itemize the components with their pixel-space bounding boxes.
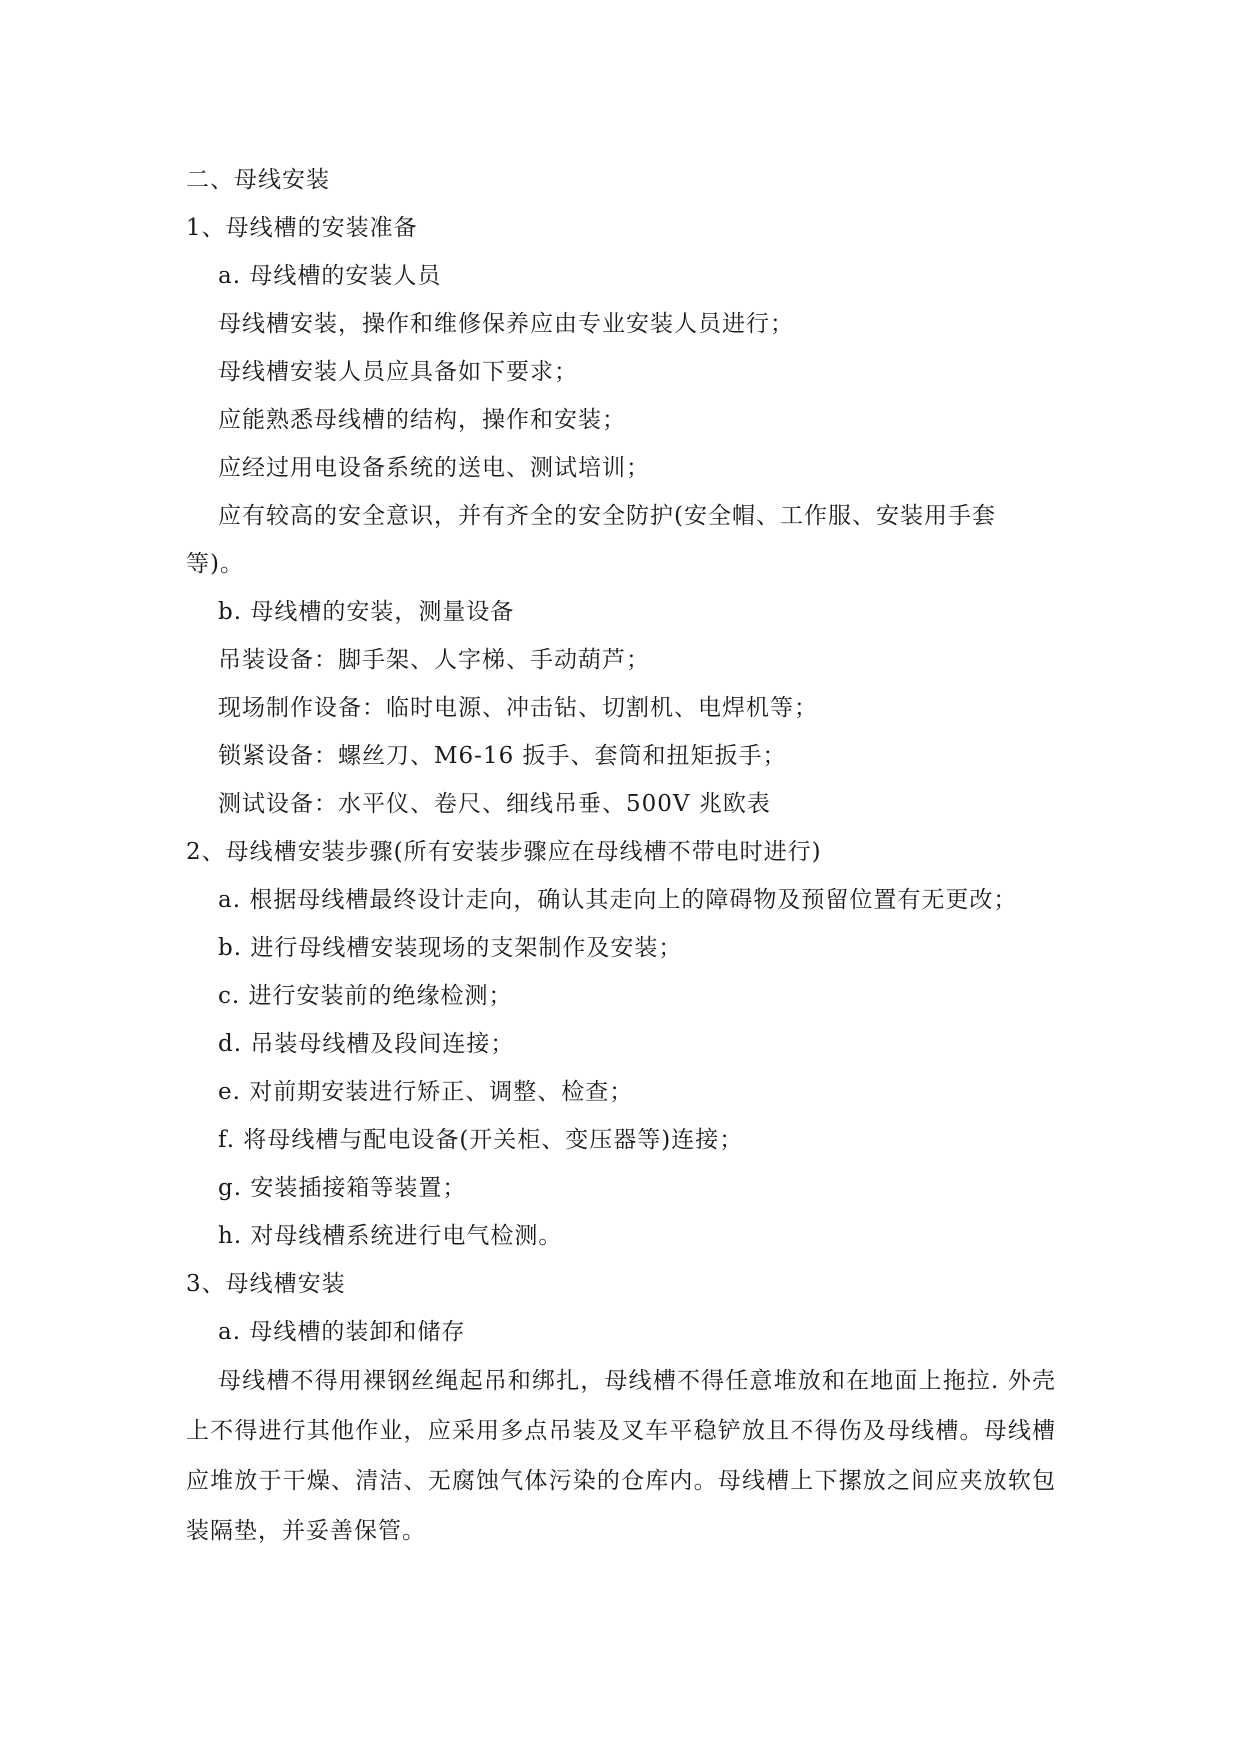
text-line: 测试设备：水平仪、卷尺、细线吊垂、500V 兆欧表 [218, 791, 771, 817]
text-line: 母线槽安装人员应具备如下要求； [218, 359, 578, 385]
text-line-continuation: 等)。 [186, 551, 244, 577]
item-heading: b. 母线槽的安装，测量设备 [218, 599, 515, 625]
text-line: 母线槽安装，操作和维修保养应由专业安装人员进行； [218, 311, 794, 337]
step-item: d. 吊装母线槽及段间连接； [218, 1031, 515, 1057]
item-heading: a. 母线槽的装卸和储存 [218, 1319, 466, 1345]
text-line: 应经过用电设备系统的送电、测试培训； [218, 455, 650, 481]
text-line: 锁紧设备：螺丝刀、M6-16 扳手、套筒和扭矩扳手； [218, 743, 787, 769]
document-body [186, 156, 1056, 1556]
text-line: 现场制作设备：临时电源、冲击钻、切割机、电焊机等； [218, 695, 818, 721]
step-item: e. 对前期安装进行矫正、调整、检查； [218, 1079, 634, 1105]
section-heading: 二、母线安装 [186, 167, 330, 193]
body-paragraph: 母线槽不得用裸钢丝绳起吊和绑扎，母线槽不得任意堆放和在地面上拖拉. 外壳上不得进行其他作业，应采用多点吊装及叉车平稳铲放且不得伤及母线槽。母线槽应堆放于干燥、清洁、无腐蚀气体污染的仓库内。母线槽上下摞放之间应夹放软包装隔垫，并妥善保管。 [186, 1368, 1056, 1544]
subsection-heading: 1、母线槽的安装准备 [186, 215, 418, 241]
subsection-heading: 3、母线槽安装 [186, 1271, 346, 1297]
step-item: g. 安装插接箱等装置； [218, 1175, 467, 1201]
step-item: a. 根据母线槽最终设计走向，确认其走向上的障碍物及预留位置有无更改； [218, 887, 1018, 913]
text-line: 吊装设备：脚手架、人字梯、手动葫芦； [218, 647, 650, 673]
subsection-heading: 2、母线槽安装步骤(所有安装步骤应在母线槽不带电时进行) [186, 839, 822, 865]
step-item: f. 将母线槽与配电设备(开关柜、变压器等)连接； [218, 1127, 744, 1153]
text-line: 应能熟悉母线槽的结构，操作和安装； [218, 407, 626, 433]
step-item: h. 对母线槽系统进行电气检测。 [218, 1223, 563, 1249]
step-item: c. 进行安装前的绝缘检测； [218, 983, 513, 1009]
text-line: 应有较高的安全意识，并有齐全的安全防护(安全帽、工作服、安装用手套 [218, 503, 996, 529]
step-item: b. 进行母线槽安装现场的支架制作及安装； [218, 935, 683, 961]
item-heading: a. 母线槽的安装人员 [218, 263, 442, 289]
